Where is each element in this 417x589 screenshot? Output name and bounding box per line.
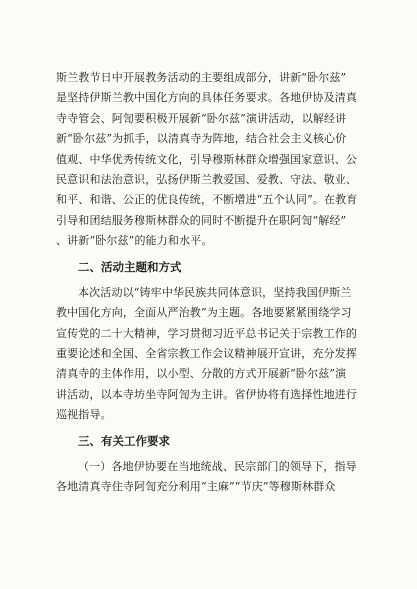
paragraph-line: （一）各地伊协要在当地统战、民宗部门的领导下，指导 [78, 460, 357, 474]
paragraph-line: 、讲新“卧尔兹”的能力和水平。 [56, 234, 213, 248]
paragraph-line: 宣传党的二十大精神，学习贯彻习近平总书记关于宗教工作的 [56, 326, 358, 340]
paragraph-line: 引导和团结服务穆斯林群众的同时不断提升在职阿訇“解经” [56, 213, 347, 227]
paragraph-line: 讲活动，以本寺坊坐寺阿訇为主讲。省伊协将有选择性地进行 [56, 387, 358, 401]
paragraph-line: 和平、和谐、公正的优良传统，不断增进“五个认同”。在教育 [56, 193, 358, 207]
paragraph-line: 新“卧尔兹”为抓手，以清真寺为阵地，结合社会主义核心价 [56, 132, 347, 146]
section-heading: 二、活动主题和方式 [78, 259, 182, 274]
paragraph-line: 重要论述和全国、全省宗教工作会议精神展开宣讲，充分发挥 [56, 347, 358, 361]
paragraph-line: 斯兰教节日中开展教务活动的主要组成部分，讲新“卧尔兹” [56, 71, 347, 84]
paragraph-line: 教中国化方向，全面从严治教”为主题。各地要紧紧围绕学习 [56, 306, 352, 320]
paragraph-line: 本次活动以“铸牢中华民族共同体意识，坚持我国伊斯兰 [78, 285, 352, 299]
paragraph-line: 寺寺管会、阿訇要积极开展新“卧尔兹”演讲活动，以解经讲 [56, 111, 347, 125]
paragraph-line: 民意识和法治意识，弘扬伊斯兰教爱国、爱教、守法、敬业、 [56, 172, 358, 186]
section-heading: 三、有关工作要求 [78, 433, 170, 448]
paragraph-line: 清真寺的主体作用，以小型、分散的方式开展新“卧尔兹”演 [56, 367, 347, 381]
paragraph-line: 值观、中华优秀传统文化，引导穆斯林群众增强国家意识、公 [56, 152, 358, 166]
paragraph-line: 巡视指导。 [56, 408, 112, 422]
paragraph-line: 是坚持伊斯兰教中国化方向的具体任务要求。各地伊协及清真 [56, 91, 358, 105]
paragraph-line: 各地清真寺住寺阿訇充分利用“主麻”“节庆”等穆斯林群众 [56, 480, 336, 494]
document-body [56, 68, 356, 498]
